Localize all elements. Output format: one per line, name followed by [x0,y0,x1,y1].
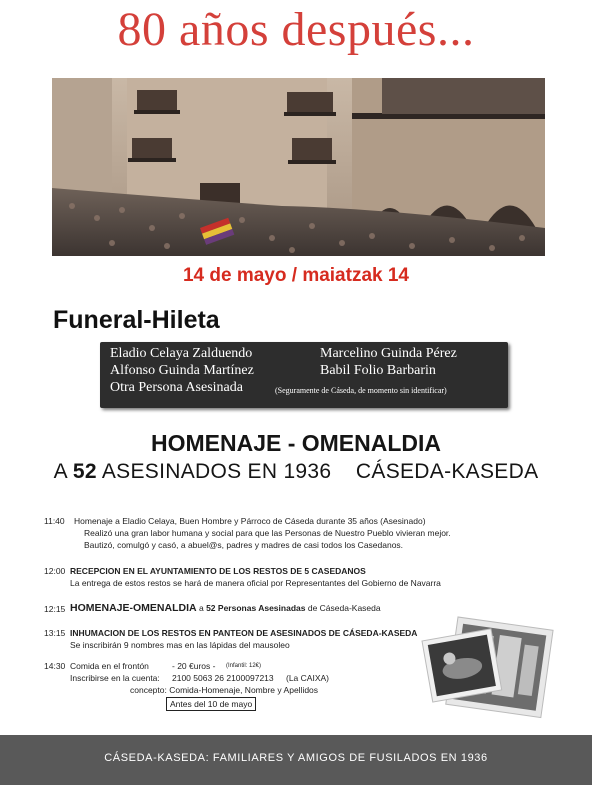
asesinados-place: CÁSEDA-KASEDA [355,460,539,483]
asesinados-number: 52 [72,460,97,483]
footer-text: CÁSEDA-KASEDA: FAMILIARES Y AMIGOS DE FUSILADOS EN 1936 [104,752,488,764]
schedule-s5-account: 2100 5063 26 2100097213 [172,673,274,683]
schedule-s1-line3: Bautizó, comulgó y casó, a abuel@s, padres y madres de casi todos los Casedanos. [84,540,404,550]
victim-name: Marcelino Guinda Pérez [320,346,457,361]
schedule-s5-account-label: Inscribirse en la cuenta: [70,673,160,683]
remains-photo-collage [420,613,560,725]
schedule-s4-line2: Se inscribirán 9 nombres mas en las lápidas del mausoleo [70,640,290,650]
schedule-s5-bank: (La CAIXA) [286,673,329,683]
schedule-s2-line2: La entrega de estos restos se hará de manera oficial por Representantes del Gobierno de Navarra [70,578,441,588]
victim-name: Eladio Celaya Zalduendo [110,346,253,361]
schedule-s5-infantil: (Infantil: 12€) [226,663,262,669]
victim-name: Alfonso Guinda Martínez [110,363,254,378]
schedule-time: 14:30 [44,661,66,671]
historical-crowd-photo [52,78,545,256]
asesinados-rest: ASESINADOS EN 1936 [101,460,332,483]
victim-names-box [100,342,508,408]
schedule-s3-mid: a [198,603,204,613]
poster-title: 80 años después... [117,3,475,56]
schedule-time: 11:40 [44,516,65,526]
funeral-heading: Funeral-Hileta [53,306,220,334]
schedule-s5-line1: Comida en el frontón [70,661,149,671]
asesinados-subheading [0,460,592,484]
schedule-s5-concept: concepto: Comida-Homenaje, Nombre y Apellidos [130,685,319,695]
schedule-s3-bold: 52 Personas Asesinadas [206,603,306,613]
schedule-s3-title: HOMENAJE-OMENALDIA [70,602,197,614]
event-date: 14 de mayo / maiatzak 14 [182,265,409,286]
homenaje-heading: HOMENAJE - OMENALDIA [150,430,442,456]
schedule-s1-line1: Homenaje a Eladio Celaya, Buen Hombre y Párroco de Cáseda durante 35 años (Asesinado) [74,516,426,526]
schedule-s5-price: - 20 €uros - [172,661,216,671]
unknown-victim-note: (Seguramente de Cáseda, de momento sin identificar) [275,386,447,395]
schedule-time: 13:15 [44,628,66,638]
schedule-s1-line2: Realizó una gran labor humana y social para que las Personas de Nuestro Pueblo vivieran mejor. [84,528,451,538]
victim-name-unknown: Otra Persona Asesinada [110,380,243,395]
victim-name: Babil Folio Barbarin [320,363,436,378]
schedule-time: 12:15 [44,604,66,614]
asesinados-prefix: A [53,460,67,483]
deadline-box: Antes del 10 de mayo [166,697,256,711]
schedule-s4-title: INHUMACION DE LOS RESTOS EN PANTEON DE ASESINADOS DE CÁSEDA-KASEDA [70,628,418,638]
schedule-time: 12:00 [44,566,66,576]
schedule-s3-line [70,602,381,614]
schedule-s3-tail: de Cáseda-Kaseda [307,603,381,613]
schedule-s2-title: RECEPCION EN EL AYUNTAMIENTO DE LOS RESTOS DE 5 CASEDANOS [70,566,366,576]
